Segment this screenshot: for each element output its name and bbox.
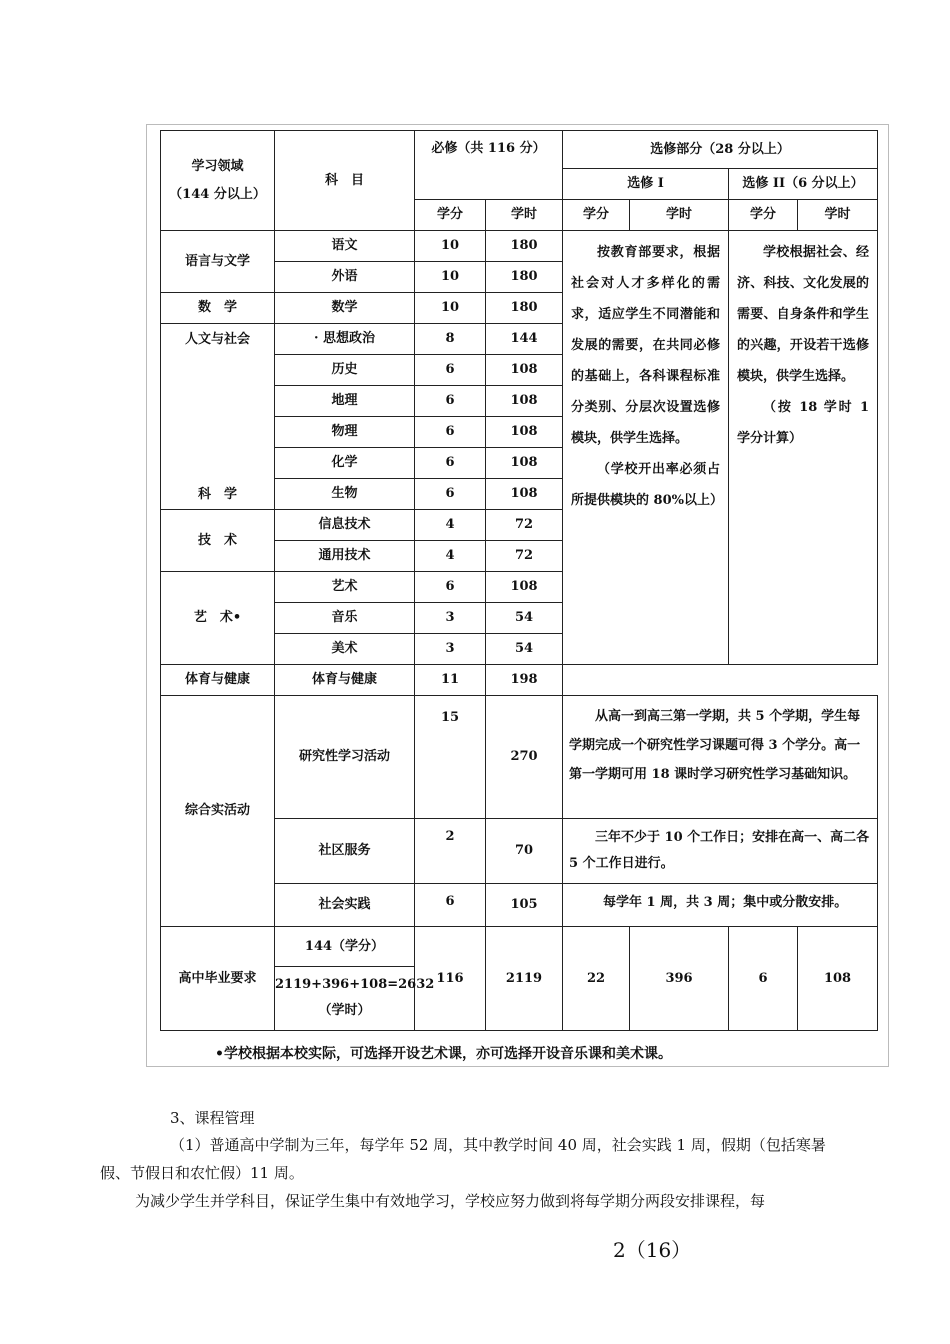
grad-hours-unit: （学时） [318, 1002, 371, 1018]
col-credit: 学分 [415, 200, 486, 231]
col-hours: 学时 [486, 200, 563, 231]
area-cell: 技 术 [161, 510, 275, 572]
subject-cell: 物理 [275, 417, 415, 448]
credit-cell: 10 [415, 231, 486, 262]
hours-cell: 105 [486, 884, 563, 927]
subject-cell: 外语 [275, 262, 415, 293]
header-area-sub: （144 分以上） [169, 186, 266, 202]
col-hours: 学时 [630, 200, 729, 231]
page-number: 2（16） [613, 1238, 692, 1262]
subject-cell: 历史 [275, 355, 415, 386]
paragraph-2: 为减少学生并学科目，保证学生集中有效地学习，学校应努力做到将每学期分两段安排课程，每 [135, 1192, 766, 1210]
elective1-note [563, 231, 729, 665]
header-area [161, 131, 275, 231]
hours-cell: 72 [486, 541, 563, 572]
credit-cell: 6 [415, 572, 486, 603]
grad-value: 2119 [486, 927, 563, 1031]
elective2-note [729, 231, 878, 665]
credit-cell: 3 [415, 634, 486, 665]
header-elective2: 选修 II（6 分以上） [729, 169, 878, 200]
practice-note [563, 819, 878, 884]
credit-cell: 6 [415, 479, 486, 510]
hours-cell: 72 [486, 510, 563, 541]
hours-cell: 180 [486, 262, 563, 293]
elective1-note-text: 按教育部要求，根据社会对人才多样化的需求，适应学生不同潜能和发展的需要，在共同必修的基础上，各科课程标准分类别、分层次设置选修模块，供学生选择。 [571, 245, 721, 446]
hours-cell: 108 [486, 417, 563, 448]
hours-cell: 108 [486, 355, 563, 386]
hours-cell: 198 [486, 665, 563, 696]
credit-cell: 10 [415, 293, 486, 324]
area-cell: 体育与健康 [161, 665, 275, 696]
hours-cell: 54 [486, 634, 563, 665]
practice-note-text: 三年不少于 10 个工作日；安排在高一、高二各 5 个工作日进行。 [569, 830, 870, 871]
credit-cell: 4 [415, 510, 486, 541]
header-elective1: 选修 I [563, 169, 729, 200]
hours-cell: 270 [486, 696, 563, 819]
subject-cell: 美术 [275, 634, 415, 665]
table-footnote: •学校根据本校实际，可选择开设艺术课，亦可选择开设音乐课和美术课。 [215, 1046, 672, 1062]
subject-cell: 地理 [275, 386, 415, 417]
subject-cell: 语文 [275, 231, 415, 262]
area-cell: 人文与社会 [161, 324, 275, 417]
subject-cell: 数学 [275, 293, 415, 324]
hours-cell: 54 [486, 603, 563, 634]
credit-cell: 6 [415, 417, 486, 448]
area-cell: 综合实活动 [161, 696, 275, 927]
grad-value: 396 [630, 927, 729, 1031]
header-elective: 选修部分（28 分以上） [563, 131, 878, 169]
hours-cell: 70 [486, 819, 563, 884]
header-area-label: 学习领域 [191, 158, 244, 174]
credit-cell: 15 [415, 696, 486, 819]
credit-cell: 4 [415, 541, 486, 572]
area-cell: 数 学 [161, 293, 275, 324]
area-cell: 语言与文学 [161, 231, 275, 293]
col-credit: 学分 [729, 200, 798, 231]
col-credit: 学分 [563, 200, 630, 231]
subject-cell: 研究性学习活动 [275, 696, 415, 819]
col-hours: 学时 [798, 200, 878, 231]
hours-cell: 108 [486, 572, 563, 603]
area-cell: 艺 术• [161, 572, 275, 665]
subject-cell: 化学 [275, 448, 415, 479]
grad-hours-formula: 2119+396+108=2632 [275, 966, 414, 993]
subject-cell: 艺术 [275, 572, 415, 603]
subject-cell: 体育与健康 [275, 665, 415, 696]
subject-cell: 音乐 [275, 603, 415, 634]
elective2-note-text: 学校根据社会、经济、科技、文化发展的需要、自身条件和学生的兴趣，开设若干选修模块，供学生选择。 [737, 245, 870, 384]
subject-cell: 社会实践 [275, 884, 415, 927]
area-cell: 科 学 [161, 417, 275, 510]
hours-cell: 108 [486, 479, 563, 510]
practice-note: 每学年 1 周，共 3 周；集中或分散安排。 [563, 884, 878, 927]
area-cell: 高中毕业要求 [161, 927, 275, 1031]
credit-cell: 2 [415, 819, 486, 884]
hours-cell: 180 [486, 293, 563, 324]
header-subject: 科 目 [275, 131, 415, 231]
credit-cell: 6 [415, 355, 486, 386]
grad-value: 108 [798, 927, 878, 1031]
subject-cell: 生物 [275, 479, 415, 510]
hours-cell: 144 [486, 324, 563, 355]
practice-note-text: 从高一到高三第一学期，共 5 个学期，学生每学期完成一个研究性学习课题可得 3 个学分。高一第一学期可用 18 课时学习研究性学习基础知识。 [569, 709, 861, 782]
practice-note [563, 696, 878, 819]
hours-cell: 108 [486, 448, 563, 479]
hours-cell: 180 [486, 231, 563, 262]
credit-cell: 6 [415, 448, 486, 479]
grad-value: 22 [563, 927, 630, 1031]
section-heading: 3、课程管理 [170, 1109, 255, 1127]
credit-cell: 3 [415, 603, 486, 634]
header-required: 必修（共 116 分） [415, 131, 563, 200]
subject-cell: 信息技术 [275, 510, 415, 541]
subject-cell: · 思想政治 [275, 324, 415, 355]
grad-value: 6 [729, 927, 798, 1031]
grad-requirement [275, 927, 435, 1031]
curriculum-table [160, 130, 878, 1031]
credit-cell: 6 [415, 386, 486, 417]
subject-cell: 通用技术 [275, 541, 415, 572]
grad-credits-total: 144（学分） [304, 938, 385, 954]
subject-cell: 社区服务 [275, 819, 415, 884]
paragraph-1: （1）普通高中学制为三年，每学年 52 周，其中教学时间 40 周，社会实践 1 周，假期（包括寒暑假、节假日和农忙假）11 周。 [100, 1136, 826, 1182]
credit-cell: 10 [415, 262, 486, 293]
elective1-note-text-2: （学校开出率必须占所提供模块的 80%以上） [571, 462, 723, 508]
elective2-note-text-2: （按 18 学时 1 学分计算） [737, 400, 870, 446]
hours-cell: 108 [486, 386, 563, 417]
grad-value: 116 [415, 927, 486, 1031]
credit-cell: 8 [415, 324, 486, 355]
credit-cell: 6 [415, 884, 486, 927]
credit-cell: 11 [415, 665, 486, 696]
